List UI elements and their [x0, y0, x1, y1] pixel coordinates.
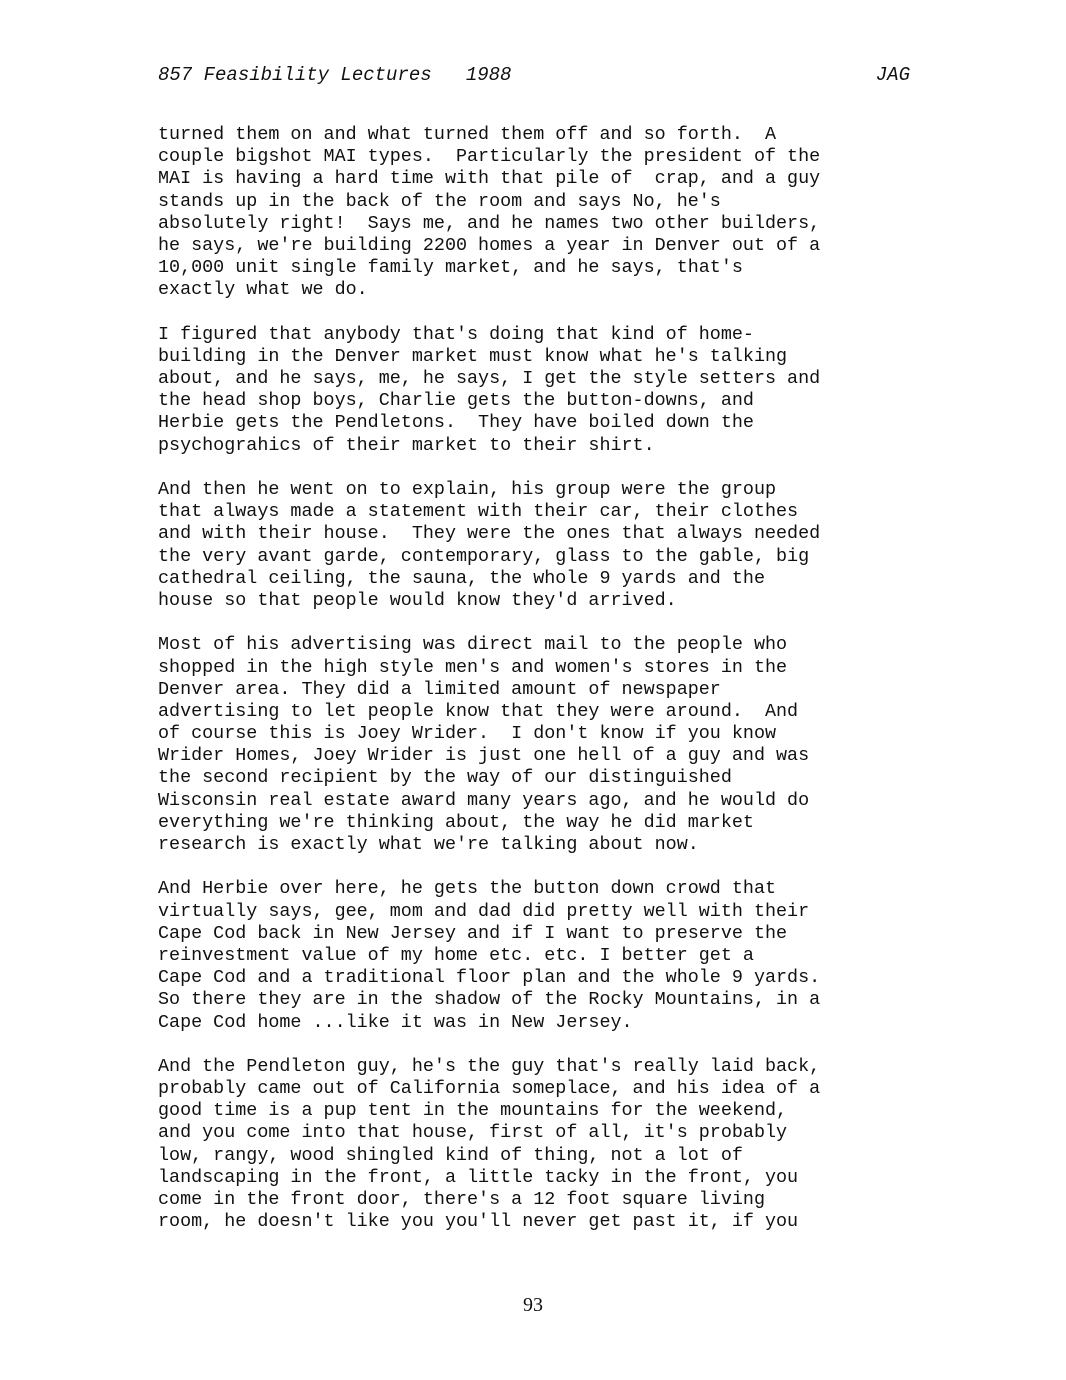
text-line: the second recipient by the way of our distinguished: [158, 767, 732, 789]
text-line: research is exactly what we're talking about now.: [158, 834, 699, 855]
text-line: Wisconsin real estate award many years ago, and he would do: [158, 789, 810, 811]
text-line: room, he doesn't like you you'll never get past it, if you: [158, 1211, 799, 1233]
text-line: and with their house. They were the ones that always needed: [158, 523, 821, 545]
text-line: of course this is Joey Wrider. I don't know if you know: [158, 723, 777, 745]
text-line: So there they are in the shadow of the Rocky Mountains, in a: [158, 989, 821, 1011]
text-line: about, and he says, me, he says, I get the style setters and: [158, 368, 821, 390]
paragraph: [158, 878, 918, 1033]
text-line: And then he went on to explain, his group were the group: [158, 479, 777, 500]
text-line: reinvestment value of my home etc. etc. I better get a: [158, 944, 754, 966]
text-line: Wrider Homes, Joey Wrider is just one hell of a guy and was: [158, 745, 810, 767]
text-line: come in the front door, there's a 12 foot square living: [158, 1189, 765, 1210]
text-line: exactly what we do.: [158, 279, 368, 301]
paragraph: [158, 479, 918, 612]
text-line: And Herbie over here, he gets the button down crowd that: [158, 878, 777, 900]
text-line: the head shop boys, Charlie gets the button-downs, and: [158, 390, 754, 412]
text-line: he says, we're building 2200 homes a year in Denver out of a: [158, 234, 821, 256]
paragraph: [158, 1056, 918, 1234]
page-number: 93: [523, 1294, 543, 1316]
text-line: turned them on and what turned them off and so forth. A: [158, 124, 777, 145]
text-line: Cape Cod home ...like it was in New Jersey.: [158, 1011, 633, 1033]
text-line: virtually says, gee, mom and dad did pretty well with their: [158, 900, 810, 922]
text-line: absolutely right! Says me, and he names two other builders,: [158, 212, 821, 234]
text-line: And the Pendleton guy, he's the guy that's really laid back,: [158, 1055, 821, 1077]
text-line: good time is a pup tent in the mountains for the weekend,: [158, 1100, 788, 1122]
paragraph: [158, 634, 918, 856]
text-line: Cape Cod and a traditional floor plan and the whole 9 yards.: [158, 967, 821, 989]
text-line: I figured that anybody that's doing that kind of home-: [158, 323, 754, 345]
text-line: the very avant garde, contemporary, glass to the gable, big: [158, 545, 810, 567]
text-line: landscaping in the front, a little tacky in the front, you: [158, 1166, 799, 1188]
text-line: 10,000 unit single family market, and he says, that's: [158, 257, 743, 279]
header-title: 857 Feasibility Lectures 1988: [158, 64, 512, 86]
text-line: that always made a statement with their car, their clothes: [158, 501, 799, 523]
text-line: advertising to let people know that they were around. And: [158, 700, 799, 722]
text-line: everything we're thinking about, the way he did market: [158, 811, 754, 833]
text-line: building in the Denver market must know what he's talking: [158, 345, 788, 367]
header-initials: JAG: [875, 64, 910, 86]
text-line: MAI is having a hard time with that pile of crap, and a guy: [158, 168, 821, 190]
text-line: Herbie gets the Pendletons. They have boiled down the: [158, 412, 754, 434]
paragraph: [158, 124, 918, 302]
document-body: [158, 124, 918, 1256]
text-line: psychograhics of their market to their shirt.: [158, 434, 655, 456]
text-line: Most of his advertising was direct mail to the people who: [158, 634, 788, 656]
text-line: Denver area. They did a limited amount of newspaper: [158, 678, 721, 700]
text-line: house so that people would know they'd arrived.: [158, 589, 677, 611]
text-line: stands up in the back of the room and says No, he's: [158, 190, 721, 212]
text-line: and you come into that house, first of all, it's probably: [158, 1122, 788, 1144]
text-line: Cape Cod back in New Jersey and if I want to preserve the: [158, 922, 788, 944]
text-line: cathedral ceiling, the sauna, the whole 9 yards and the: [158, 567, 765, 589]
text-line: couple bigshot MAI types. Particularly the president of the: [158, 146, 821, 168]
text-line: probably came out of California someplace, and his idea of a: [158, 1078, 821, 1100]
page-header: [158, 62, 910, 88]
text-line: low, rangy, wood shingled kind of thing, not a lot of: [158, 1144, 743, 1166]
text-line: shopped in the high style men's and women's stores in the: [158, 656, 788, 678]
paragraph: [158, 324, 918, 457]
